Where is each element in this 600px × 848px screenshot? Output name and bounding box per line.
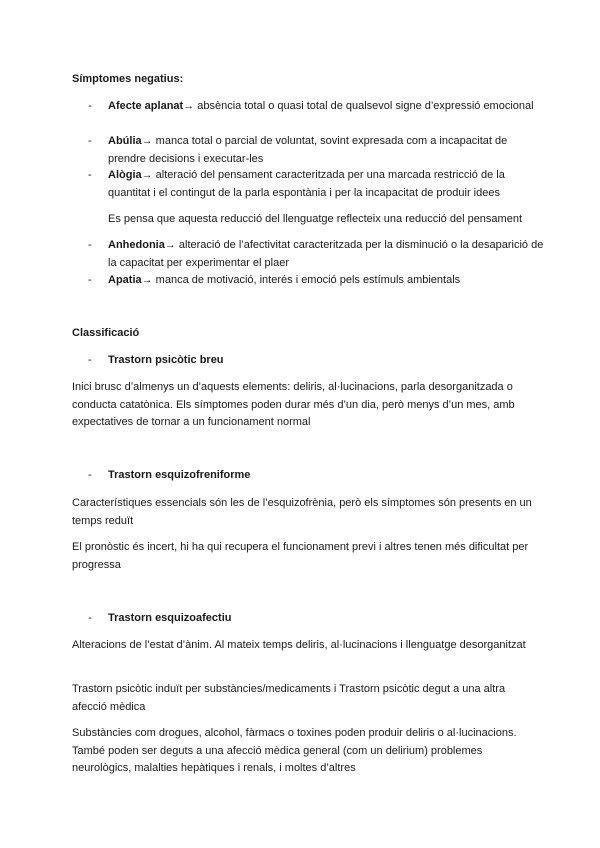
paragraph-esquizofreniforme-1: Característiques essencials són les de l’esquizofrènia, però els símptomes són presents en un temps reduït (72, 497, 532, 527)
list-item-body (108, 237, 548, 272)
term: Anhedonia (108, 239, 165, 251)
definition: absència total o quasi total de qualsevol signe d’expressió emocional (194, 100, 534, 112)
list-item-body (108, 272, 548, 290)
list-item-afecte-aplanat (88, 98, 548, 116)
arrow-icon: → (183, 100, 195, 112)
alogia-note: Es pensa que aquesta reducció del llenguatge reflecteix una reducció del pensament (108, 213, 522, 225)
list-item-anhedonia (88, 237, 548, 272)
list-item-body (108, 98, 548, 116)
definition: manca total o parcial de voluntat, sovint expresada com a incapacitat de prendre decisions i executar-les (108, 135, 508, 165)
paragraph-esquizoafectiu-2: Trastorn psicòtic induït per substàncies/medicaments i Trastorn psicòtic degut a una altra afecció mèdica (72, 683, 506, 713)
list-dash: - (88, 274, 92, 286)
subheading-text: Trastorn psicòtic breu (108, 354, 224, 366)
arrow-icon: → (141, 274, 153, 286)
definition: alteració de l’afectivitat caracteritzada per la disminució o la desaparició de la capacitat per experimentar el plaer (108, 239, 544, 269)
paragraph-esquizofreniforme-2: El pronòstic és incert, hi ha qui recupera el funcionament previ i altres tenen més dificultat per progressa (72, 541, 529, 571)
list-dash: - (88, 135, 92, 147)
term: Apatia (108, 274, 142, 286)
subheading-text: Trastorn esquizofreniforme (108, 469, 251, 481)
paragraph-esquizoafectiu-1: Alteracions de l’estat d’ànim. Al mateix temps deliris, al·lucinacions i llenguatge desorganitzat (72, 639, 526, 651)
list-item-apatia (88, 272, 548, 290)
term: Afecte aplanat (108, 100, 184, 112)
subheading-text: Trastorn esquizoafectiu (108, 612, 232, 624)
heading-classification: Classificació (72, 327, 140, 339)
term: Abúlia (108, 135, 142, 147)
subheading-trastorn-psicotic-breu (88, 352, 224, 370)
list-item-abulia (88, 133, 548, 168)
list-dash: - (88, 100, 92, 112)
list-dash: - (88, 169, 92, 181)
term: Alògia (108, 169, 142, 181)
list-dash: - (88, 239, 92, 251)
paragraph-esquizoafectiu-3: Substàncies com drogues, alcohol, fàrmacs o toxines poden produir deliris o al·lucinacions. També poden ser deguts a una afecció mèdica general (com un delirium) problemes neurològics, malalties hepàtiques i renals, i moltes d’altres (72, 727, 517, 774)
subheading-esquizoafectiu (88, 610, 231, 628)
list-dash: - (88, 354, 92, 366)
list-dash: - (88, 612, 92, 624)
arrow-icon: → (164, 239, 176, 251)
list-item-alogia (88, 167, 548, 202)
arrow-icon: → (141, 135, 153, 147)
definition: alteració del pensament caracteritzada per una marcada restricció de la quantitat i el contingut de la parla espontània i per la incapacitat de produir idees (108, 169, 505, 199)
list-item-body (108, 133, 548, 168)
subheading-esquizofreniforme (88, 467, 250, 485)
definition: manca de motivació, interés i emoció pels estímuls ambientals (152, 274, 461, 286)
list-dash: - (88, 469, 92, 481)
heading-negative-symptoms: Símptomes negatius: (72, 73, 184, 85)
paragraph-psicotic-breu: Inici brusc d’almenys un d’aquests elements: deliris, al·lucinacions, parla desorganitzada o conducta catatònica. Els símptomes poden durar més d’un dia, però menys d’un mes, amb expectatives de tornar a un funcionament normal (72, 381, 515, 428)
list-item-body (108, 167, 548, 202)
arrow-icon: → (141, 169, 153, 181)
